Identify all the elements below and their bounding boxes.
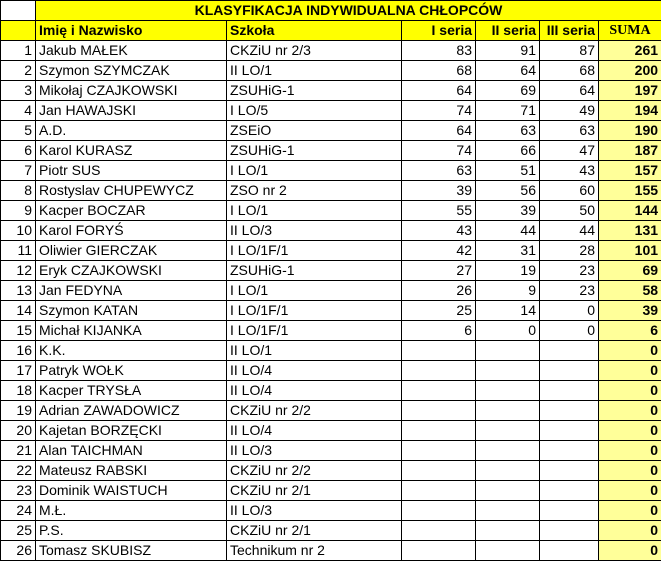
total-score: 0 (599, 361, 661, 381)
total-score: 200 (599, 61, 661, 81)
table-row (1, 161, 661, 181)
series-3-score (540, 481, 599, 501)
competitor-name: Eryk CZAJKOWSKI (36, 261, 227, 281)
competitor-name: P.S. (36, 521, 227, 541)
total-score: 0 (599, 381, 661, 401)
school-name: I LO/5 (227, 101, 402, 121)
series-1-score: 43 (402, 221, 476, 241)
series-1-score: 64 (402, 121, 476, 141)
series-3-score (540, 441, 599, 461)
series-1-score (402, 501, 476, 521)
table-row (1, 41, 661, 61)
table-row (1, 341, 661, 361)
total-score: 0 (599, 541, 661, 561)
school-name: ZSUHiG-1 (227, 261, 402, 281)
series-3-score: 23 (540, 281, 599, 301)
series-3-score: 87 (540, 41, 599, 61)
corner-cell (1, 1, 36, 21)
sheet-title: KLASYFIKACJA INDYWIDUALNA CHŁOPCÓW (36, 1, 661, 21)
competitor-name: Karol FORYŚ (36, 221, 227, 241)
competitor-name: M.Ł. (36, 501, 227, 521)
table-row (1, 201, 661, 221)
series-2-score: 14 (476, 301, 540, 321)
school-name: II LO/1 (227, 61, 402, 81)
school-name: I LO/1 (227, 161, 402, 181)
competitor-name: Mateusz RABSKI (36, 461, 227, 481)
competitor-name: Kajetan BORZĘCKI (36, 421, 227, 441)
school-name: ZSUHiG-1 (227, 81, 402, 101)
row-index: 10 (1, 221, 36, 241)
series-2-score: 51 (476, 161, 540, 181)
series-1-score (402, 461, 476, 481)
series-1-score (402, 521, 476, 541)
series-3-score (540, 521, 599, 541)
series-2-score (476, 521, 540, 541)
school-name: II LO/4 (227, 381, 402, 401)
competitor-name: Mikołaj CZAJKOWSKI (36, 81, 227, 101)
series-1-score (402, 341, 476, 361)
total-score: 131 (599, 221, 661, 241)
series-3-score (540, 401, 599, 421)
series-3-score: 63 (540, 121, 599, 141)
row-index: 6 (1, 141, 36, 161)
total-score: 0 (599, 461, 661, 481)
series-3-score: 43 (540, 161, 599, 181)
series-3-score: 44 (540, 221, 599, 241)
series-2-score: 19 (476, 261, 540, 281)
series-3-score: 28 (540, 241, 599, 261)
row-index: 13 (1, 281, 36, 301)
series-3-score: 60 (540, 181, 599, 201)
school-name: II LO/1 (227, 341, 402, 361)
competitor-name: Kacper BOCZAR (36, 201, 227, 221)
header-series-3: III seria (540, 21, 599, 41)
table-body (1, 41, 661, 561)
school-name: ZSUHiG-1 (227, 141, 402, 161)
table-row (1, 421, 661, 441)
school-name: CKZiU nr 2/2 (227, 401, 402, 421)
series-2-score: 69 (476, 81, 540, 101)
school-name: I LO/1F/1 (227, 241, 402, 261)
school-name: CKZiU nr 2/1 (227, 481, 402, 501)
series-1-score: 63 (402, 161, 476, 181)
total-score: 6 (599, 321, 661, 341)
school-name: II LO/4 (227, 421, 402, 441)
competitor-name: Alan TAICHMAN (36, 441, 227, 461)
series-3-score: 50 (540, 201, 599, 221)
total-score: 187 (599, 141, 661, 161)
competitor-name: Kacper TRYSŁA (36, 381, 227, 401)
school-name: II LO/4 (227, 361, 402, 381)
school-name: I LO/1 (227, 201, 402, 221)
series-2-score (476, 501, 540, 521)
total-score: 157 (599, 161, 661, 181)
series-2-score (476, 341, 540, 361)
header-school: Szkoła (227, 21, 402, 41)
total-score: 39 (599, 301, 661, 321)
series-2-score: 66 (476, 141, 540, 161)
series-1-score: 74 (402, 141, 476, 161)
series-2-score (476, 361, 540, 381)
series-1-score: 39 (402, 181, 476, 201)
series-2-score: 71 (476, 101, 540, 121)
row-index: 3 (1, 81, 36, 101)
total-score: 144 (599, 201, 661, 221)
table-row (1, 121, 661, 141)
row-index: 4 (1, 101, 36, 121)
school-name: Technikum nr 2 (227, 541, 402, 561)
total-score: 0 (599, 481, 661, 501)
table-row (1, 221, 661, 241)
series-1-score: 6 (402, 321, 476, 341)
competitor-name: Szymon KATAN (36, 301, 227, 321)
total-score: 101 (599, 241, 661, 261)
table-row (1, 181, 661, 201)
series-2-score: 56 (476, 181, 540, 201)
school-name: CKZiU nr 2/1 (227, 521, 402, 541)
table-row (1, 141, 661, 161)
table-row (1, 321, 661, 341)
header-name: Imię i Nazwisko (36, 21, 227, 41)
series-3-score: 68 (540, 61, 599, 81)
competitor-name: Szymon SZYMCZAK (36, 61, 227, 81)
series-3-score: 47 (540, 141, 599, 161)
series-1-score (402, 361, 476, 381)
total-score: 190 (599, 121, 661, 141)
competitor-name: Piotr SUS (36, 161, 227, 181)
school-name: II LO/3 (227, 501, 402, 521)
row-index: 1 (1, 41, 36, 61)
series-3-score: 49 (540, 101, 599, 121)
competitor-name: Jakub MAŁEK (36, 41, 227, 61)
series-2-score (476, 541, 540, 561)
series-3-score (540, 341, 599, 361)
row-index: 17 (1, 361, 36, 381)
series-3-score: 0 (540, 301, 599, 321)
header-sum: SUMA (599, 21, 661, 41)
table-row (1, 381, 661, 401)
school-name: II LO/3 (227, 221, 402, 241)
series-3-score (540, 461, 599, 481)
series-2-score (476, 421, 540, 441)
series-1-score (402, 541, 476, 561)
series-2-score: 44 (476, 221, 540, 241)
series-1-score (402, 381, 476, 401)
table-row (1, 541, 661, 561)
table-row (1, 261, 661, 281)
row-index: 20 (1, 421, 36, 441)
row-index: 19 (1, 401, 36, 421)
school-name: I LO/1 (227, 281, 402, 301)
competitor-name: Jan FEDYNA (36, 281, 227, 301)
header-index-cell (1, 21, 36, 41)
series-3-score: 0 (540, 321, 599, 341)
school-name: ZSEiO (227, 121, 402, 141)
series-1-score (402, 421, 476, 441)
series-2-score: 64 (476, 61, 540, 81)
table-row (1, 301, 661, 321)
table-row (1, 281, 661, 301)
series-1-score (402, 441, 476, 461)
series-1-score: 64 (402, 81, 476, 101)
row-index: 24 (1, 501, 36, 521)
table-row (1, 61, 661, 81)
row-index: 25 (1, 521, 36, 541)
competitor-name: Dominik WAISTUCH (36, 481, 227, 501)
school-name: ZSO nr 2 (227, 181, 402, 201)
table-row (1, 81, 661, 101)
series-1-score: 68 (402, 61, 476, 81)
row-index: 16 (1, 341, 36, 361)
series-1-score (402, 481, 476, 501)
competitor-name: Michał KIJANKA (36, 321, 227, 341)
series-1-score: 83 (402, 41, 476, 61)
header-row (1, 21, 661, 41)
row-index: 2 (1, 61, 36, 81)
series-1-score: 55 (402, 201, 476, 221)
series-1-score: 25 (402, 301, 476, 321)
header-series-2: II seria (476, 21, 540, 41)
total-score: 0 (599, 341, 661, 361)
total-score: 0 (599, 401, 661, 421)
row-index: 9 (1, 201, 36, 221)
row-index: 26 (1, 541, 36, 561)
series-2-score (476, 401, 540, 421)
series-2-score (476, 381, 540, 401)
title-row (1, 1, 661, 21)
series-1-score: 42 (402, 241, 476, 261)
total-score: 261 (599, 41, 661, 61)
school-name: CKZiU nr 2/2 (227, 461, 402, 481)
total-score: 69 (599, 261, 661, 281)
series-2-score: 0 (476, 321, 540, 341)
series-1-score: 27 (402, 261, 476, 281)
total-score: 155 (599, 181, 661, 201)
competitor-name: Tomasz SKUBISZ (36, 541, 227, 561)
school-name: I LO/1F/1 (227, 321, 402, 341)
total-score: 0 (599, 421, 661, 441)
competitor-name: Karol KURASZ (36, 141, 227, 161)
series-3-score (540, 421, 599, 441)
school-name: II LO/3 (227, 441, 402, 461)
series-1-score (402, 401, 476, 421)
competitor-name: A.D. (36, 121, 227, 141)
series-2-score (476, 461, 540, 481)
competitor-name: Oliwier GIERCZAK (36, 241, 227, 261)
row-index: 11 (1, 241, 36, 261)
row-index: 5 (1, 121, 36, 141)
table-row (1, 241, 661, 261)
competitor-name: Rostyslav CHUPEWYCZ (36, 181, 227, 201)
series-3-score: 64 (540, 81, 599, 101)
series-2-score: 9 (476, 281, 540, 301)
row-index: 18 (1, 381, 36, 401)
series-2-score (476, 481, 540, 501)
table-row (1, 401, 661, 421)
total-score: 0 (599, 521, 661, 541)
series-2-score: 39 (476, 201, 540, 221)
table-row (1, 501, 661, 521)
row-index: 21 (1, 441, 36, 461)
header-series-1: I seria (402, 21, 476, 41)
table-row (1, 521, 661, 541)
competitor-name: Patryk WOŁK (36, 361, 227, 381)
series-3-score (540, 361, 599, 381)
series-3-score (540, 381, 599, 401)
row-index: 15 (1, 321, 36, 341)
row-index: 22 (1, 461, 36, 481)
school-name: CKZiU nr 2/3 (227, 41, 402, 61)
table-row (1, 101, 661, 121)
table-row (1, 461, 661, 481)
row-index: 23 (1, 481, 36, 501)
competitor-name: K.K. (36, 341, 227, 361)
series-1-score: 74 (402, 101, 476, 121)
series-1-score: 26 (402, 281, 476, 301)
table-row (1, 361, 661, 381)
competitor-name: Jan HAWAJSKI (36, 101, 227, 121)
row-index: 7 (1, 161, 36, 181)
table-row (1, 441, 661, 461)
row-index: 14 (1, 301, 36, 321)
total-score: 197 (599, 81, 661, 101)
series-3-score (540, 501, 599, 521)
series-3-score: 23 (540, 261, 599, 281)
series-2-score (476, 441, 540, 461)
total-score: 58 (599, 281, 661, 301)
total-score: 194 (599, 101, 661, 121)
row-index: 8 (1, 181, 36, 201)
total-score: 0 (599, 441, 661, 461)
school-name: I LO/1F/1 (227, 301, 402, 321)
series-2-score: 63 (476, 121, 540, 141)
total-score: 0 (599, 501, 661, 521)
table-row (1, 481, 661, 501)
row-index: 12 (1, 261, 36, 281)
series-2-score: 91 (476, 41, 540, 61)
series-3-score (540, 541, 599, 561)
series-2-score: 31 (476, 241, 540, 261)
competitor-name: Adrian ZAWADOWICZ (36, 401, 227, 421)
